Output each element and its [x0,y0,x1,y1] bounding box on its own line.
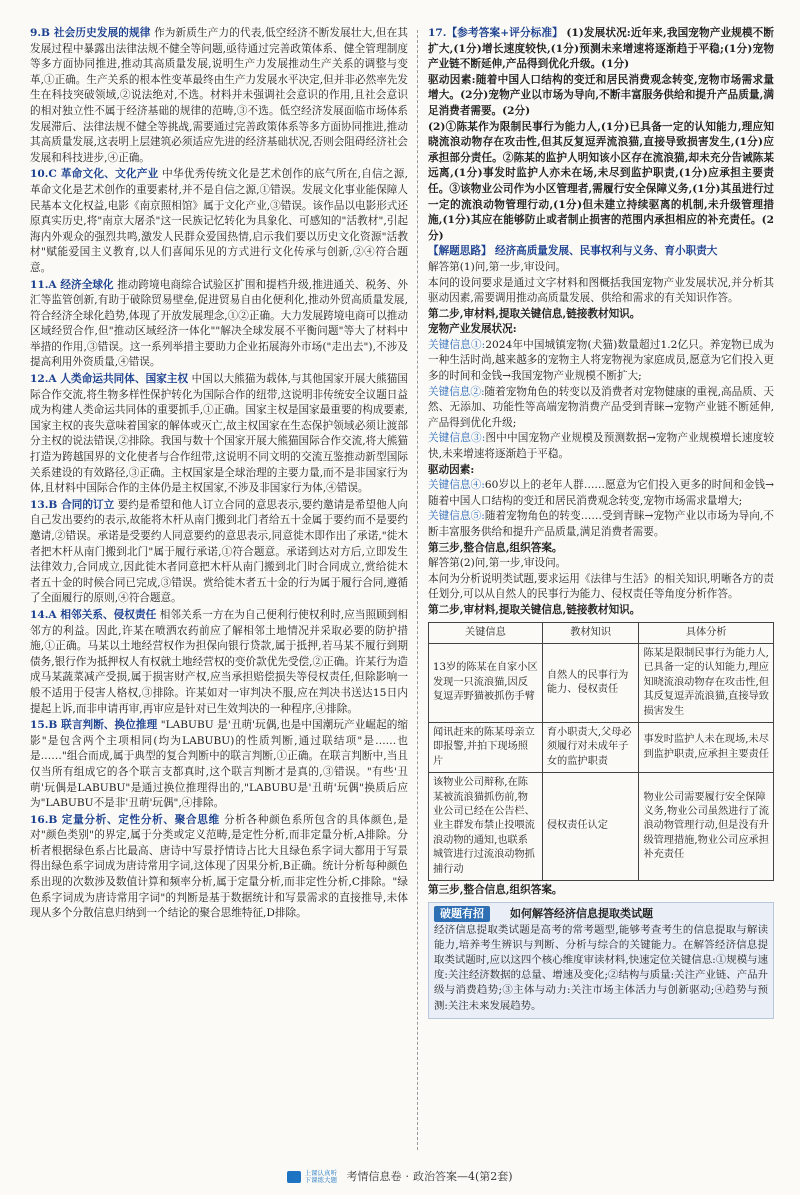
tips-text: 经济信息提取类试题是高考的常考题型,能够考查考生的信息提取与解读能力,培养考生辨识与判断、分析与综合的关键能力。在解答经济信息提取类试题时,应以这四个核心维度审读材料,快速定位关键信息:①规模与速度:关注经济数据的总量、增速及变化;②结构与质量:关注产业链、产品升级与消费趋势;③主体与动力:关注市场主体活力与创新驱动;④趋势与预测:关注未来发展趋势。 [434,923,768,1012]
tips-title: 如何解答经济信息提取类试题 [510,907,653,921]
q17-answer-part1: (1)发展状况:近年来,我国宠物产业规模不断扩大,(1分)增长速度较快,(1分)预测未来增速将逐渐趋于平稳;(1分)宠物产业链不断延伸,产品得到优化升级。(1分) [428,27,774,71]
q17-number: 17. [428,27,447,39]
question-12 [30,372,408,497]
q16-number: 16.B [30,813,58,826]
tips-badge: 破题有招 [434,906,490,922]
tips-box [428,902,774,1019]
q16-text: 分析各种颜色系所包含的具体颜色,是对"颜色类别"的界定,属于分类或定义范畴,是定性分析,而非定量分析,A排除。分析者根据绿色系占比最高、唐诗中写景抒情诗占比大且绿色系字词大都用于写景得出绿色系字词成为唐诗常用字词,这体现了因果分析,B正确。统计分析每种颜色系出现的次数涉及数值计算和频率分析,属于定量分析,而非定性分析,C排除。"绿色系字词成为唐诗常用字词"的判断是基于数据统计和写景需求的直接推导,未体现从多个分散信息归纳到一个结论的聚合思维特征,D排除。 [30,813,408,920]
right-column [428,26,774,1019]
footer-section: 政治答案 [412,1170,457,1183]
q11-topic: 经济全球化 [60,278,114,291]
step1-heading: 解答第(1)问,第一步,审设问。 [428,260,567,273]
q15-text: "LABUBU 是'丑萌'玩偶,也是中国潮玩产业崛起的缩影"是包含两个主项相同(均为LABUBU)的性质判断,通过联结项"是……也是……"组合而成,属于典型的复合判断中的联言判断,①正确。在联言判断中,当且仅当所有组成它的各个联言支都真时,这个联言判断才是真的,③错误。"有些'丑萌'玩偶是LABUBU"是通过换位推理得出的,"LABUBU是'丑萌'玩偶"换质后应为"LABUBU不是非'丑萌'玩偶",④排除。 [30,719,408,810]
left-column [30,26,408,923]
table-cell: 闻讯赶来的陈某母亲立即报警,并拍下现场照片 [429,723,543,773]
q14-text: 相邻关系一方在为自己便利行使权利时,应当照顾到相邻方的利益。因此,许某在喷洒农药前应了解相邻土地情况并采取必要的防护措施,①正确。马某以土地经营权作为担保向银行贷款,属于抵押,若马某不履行到期债务,银行作为抵押权人有权就土地经营权的变价款优先受偿,②正确。许某行为造成马某蔬菜减产受损,属于损害财产权,应当承担赔偿损失等侵权责任,但除影响一般不适用于侵害人格权,③排除。许某如对一审判决不服,应在判决书送达15日内提起上诉,而非申请再审,再审应是针对已生效判决的一种程序,④排除。 [30,608,408,715]
key-info-1: 关键信息①:2024年中国城镇宠物(犬猫)数量超过1.2亿只。养宠物已成为一种生活时尚,越来越多的宠物主人将宠物视为家庭成员,愿意为它们投入更多的时间和金钱→我国宠物产业规模不断扩大; [428,338,774,383]
question-14 [30,608,408,717]
part2-step2-heading: 第二步,审材料,提取关键信息,链接教材知识。 [428,603,641,616]
table-header-row [429,622,774,643]
footer-title: 考情信息卷 [346,1170,402,1183]
q14-number: 14.A [30,608,57,621]
q11-text: 推动跨境电商综合试验区扩围和提档升级,推进通关、税务、外汇等监管创新,有助于破除贸易壁垒,促进贸易自由化便利化,推动外贸高质量发展,符合经济全球化趋势,体现了开放发展理念,①②正确。大力发展跨境电商可以推动区域经贸合作,但"推动区域经济一体化""解决全球发展不平衡问题"等大了材料中举措的作用,③错误。这一系列举措主要助力企业拓展海外市场("走出去"),不涉及提高利用外资质量,④错误。 [30,278,408,369]
answer-label: 【参考答案+评分标准】 [446,27,563,39]
q15-topic: 联言判断、换位推理 [61,719,158,732]
part2-step3-heading: 第三步,整合信息,组织答案。 [428,884,563,897]
step1-text: 本问的设问要求是通过文字材料和图概括我国宠物产业发展状况,并分析其驱动因素,需要调用推动高质量发展、供给和需求的有关知识作答。 [428,276,774,305]
key-info-4: 关键信息④:60岁以上的老年人群……愿意为它们投入更多的时间和金钱→随着中国人口结构的变迁和居民消费观念转变,宠物市场需求量增大; [428,479,774,507]
table-row [429,723,774,773]
key-info-5: 关键信息⑤:随着宠物角色的转变……受到青睐→宠物产业以市场为导向,不断丰富服务供给和提升产品质量,满足消费者需要。 [428,510,774,538]
table-cell: 事发时监护人未在现场,未尽到监护职责,应承担主要责任 [639,723,774,773]
table-row [429,643,774,722]
question-16 [30,813,408,922]
q11-number: 11.A [30,278,57,291]
q10-topic: 革命文化、文化产业 [60,168,159,181]
step3-heading: 第三步,整合信息,组织答案。 [428,541,563,554]
q15-number: 15.B [30,719,58,732]
part2-text: 本问为分析说明类试题,要求运用《法律与生活》的相关知识,明晰各方的责任划分,可以从自然人的民事行为能力、侵权责任等角度分析作答。 [428,572,774,601]
q13-number: 13.B [30,498,58,511]
q13-topic: 合同的订立 [61,498,115,511]
q12-topic: 人类命运共同体、国家主权 [60,373,189,386]
question-11 [30,278,408,372]
q9-topic: 社会历史发展的规律 [53,27,151,39]
table-cell: 13岁的陈某在自家小区发现一只流浪猫,因反复逗弄野猫被抓伤手臂 [429,643,543,722]
brand-slogan: 上课认真听 下课练大题 [304,1169,337,1184]
table-cell: 自然人的民事行为能力、侵权责任 [542,643,639,722]
hint-topic: 经济高质量发展、民事权利与义务、育小职责大 [494,245,718,258]
question-13 [30,498,408,607]
analysis-table [428,622,774,882]
hint-label: 【解题思路】 [428,245,492,258]
question-15 [30,718,408,812]
q10-number: 10.C [30,168,57,181]
key-info-3: 关键信息③:图中中国宠物产业规模及预测数据→宠物产业规模增长速度较快,未来增速将逐渐趋于平稳。 [428,432,774,461]
q10-text: 中华优秀传统文化是艺术创作的底气所在,自信之源,革命文化是艺术创作的重要素材,并不是自信之源,①错误。发展文化事业能保障人民基本文化权益,电影《南京照相馆》属于文化产业,③错误。该作品以电影形式还原真实历史,将"南京大屠杀"这一民族记忆转化为具象化、可感知的"活教材",引起海内外观众的强烈共鸣,激发人民群众爱国热情,启示我们要以历史文化资源"活教材"赋能爱国主义教育,以人们喜闻乐见的方式进行文化传承与创新,②④符合题意。 [30,168,408,274]
driver-heading: 驱动因素: [428,463,475,476]
footer-page: —4 [456,1170,475,1183]
key-info-2: 关键信息②:随着宠物角色的转变以及消费者对宠物健康的重视,高品质、天然、无添加、功能性等高端宠物消费产品受到青睐→宠物产业链不断延伸,产品得到优化升级; [428,385,774,429]
table-header-cell: 关键信息 [429,622,543,643]
table-cell: 物业公司需要履行安全保障义务,物业公司虽然进行了流浪动物管理行动,但是没有升级管理措施,物业公司应承担补充责任 [639,773,774,881]
table-cell: 侵权责任认定 [542,773,639,881]
q17-answer-part2: (2)①陈某作为限制民事行为能力人,(1分)已具备一定的认知能力,理应知晓流浪动物存在攻击性,但其反复逗弄流浪猫,直接导致损害发生,(1分)应承担部分责任。②陈某的监护人明知该小区存在流浪猫,却未充分告诫陈某远离,(1分)事发时监护人亦未在场,未尽到监护职责,(1分)应承担主要责任。③该物业公司作为小区管理者,需履行安全保障义务,(1分)其虽进行过一定的流浪动物管理行动,(1分)但未建立持续驱离的机制,未升级管理措施,(1分)其应在能够防止或者制止损害的范围内承担相应的补充责任。(2分) [428,120,774,242]
q17-answer-drivers: 驱动因素:随着中国人口结构的变迁和居民消费观念转变,宠物市场需求量增大。(2分)宠物产业以市场为导向,不断丰富服务供给和提升产品质量,满足消费者需要。(2分) [428,73,774,117]
hint-heading [428,244,774,260]
q13-text: 要约是希望和他人订立合同的意思表示,要约邀请是希望他人向自己发出要约的表示,故能将木杆从南门搬到北门者给五十金属于要约而不是要约邀请,②错误。承诺是受要约人同意要约的意思表示,同意徙木即作出了承诺,"徙木者把木杆从南门搬到北门"属于履行承诺,①符合题意。承诺到达对方后,立即发生法律效力,合同成立,因此徙木者同意把木杆从南门搬到北门时合同成立,赏给徙木者五十金的时候合同已完成,③错误。赏给徙木者五十金的行为属于履行合同,遵循了全面履行的原则,④符合题意。 [30,498,408,605]
table-header-cell: 具体分析 [639,622,774,643]
question-10 [30,167,408,276]
table-cell: 育小职责大,父母必须履行对未成年子女的监护职责 [542,723,639,773]
q16-topic: 定量分析、定性分析、聚合思维 [61,813,220,826]
column-divider [417,30,418,1150]
part2-heading: 解答第(2)问,第一步,审设问。 [428,557,567,570]
page-footer: 上课认真听 下课练大题 考情信息卷 · 政治答案—4(第2套) [0,1168,800,1184]
q9-text: 作为新质生产力的代表,低空经济不断发展壮大,但在其发展过程中暴露出法律法规不健全等问题,亟待通过完善政策体系、健全管理制度等多方面协同推进,推动其高质量发展,说明生产力发展推动生产关系的调整与变革,①正确。生产关系的根本性变革最终由生产力发展水平决定,但并非必然率先发生在科技突破领域,②说法绝对,不选。材料并未强调社会意识的作用,且社会意识的相对独立性不属于经济基础的规律的范畴,③不选。低空经济发展面临市场体系发展滞后、法律法规不健全等挑战,需要通过完善政策体系等多方面协同推进,推动其高质量发展,这表明上层建筑必须适应先进的经济基础状况,否则会阻碍经济社会发展和科技进步,④正确。 [30,27,408,164]
table-cell: 该物业公司辩称,在陈某被流浪猫抓伤前,物业公司已经在公告栏、业主群发布禁止投喂流浪动物的通知,也联系城管进行过流浪动物抓捕行动 [429,773,543,881]
footer-set: (第2套) [474,1170,513,1183]
q14-topic: 相邻关系、侵权责任 [60,608,157,621]
table-row [429,773,774,881]
status-heading: 宠物产业发展状况: [428,323,517,336]
step2-heading: 第二步,审材料,提取关键信息,链接教材知识。 [428,307,641,320]
table-cell: 陈某是限制民事行为能力人,已具备一定的认知能力,理应知晓流浪动物存在攻击性,但其反复逗弄流浪猫,直接导致损害发生 [639,643,774,722]
q12-number: 12.A [30,373,57,386]
q9-number: 9.B [30,27,51,39]
q12-text: 中国以大熊猫为载体,与其他国家开展大熊猫国际合作交流,将生物多样性保护转化为国际合作的纽带,这说明非传统安全议题日益成为构建人类命运共同体的重要抓手,①正确。国家主权是国家最重要的构成要素,国家主权的丧失意味着国家的解体或灭亡,故主权国家在生态保护领域必须让渡部分主权的说法错误,②排除。我国与数十个国家开展大熊猫国际合作交流,将大熊猫打造为跨越国界的文化使者与合作纽带,这说明不同文明的交流互鉴推动新型国际关系建设的有效路径,③正确。主权国家是全球治理的主要力量,而不是非国家行为体,且材料中国际合作的主体仍是主权国家,不涉及非国家行为体,④错误。 [30,373,408,495]
table-header-cell: 教材知识 [542,622,639,643]
question-17-answer [428,26,774,73]
question-9 [30,26,408,166]
brand-logo-icon [287,1171,301,1183]
